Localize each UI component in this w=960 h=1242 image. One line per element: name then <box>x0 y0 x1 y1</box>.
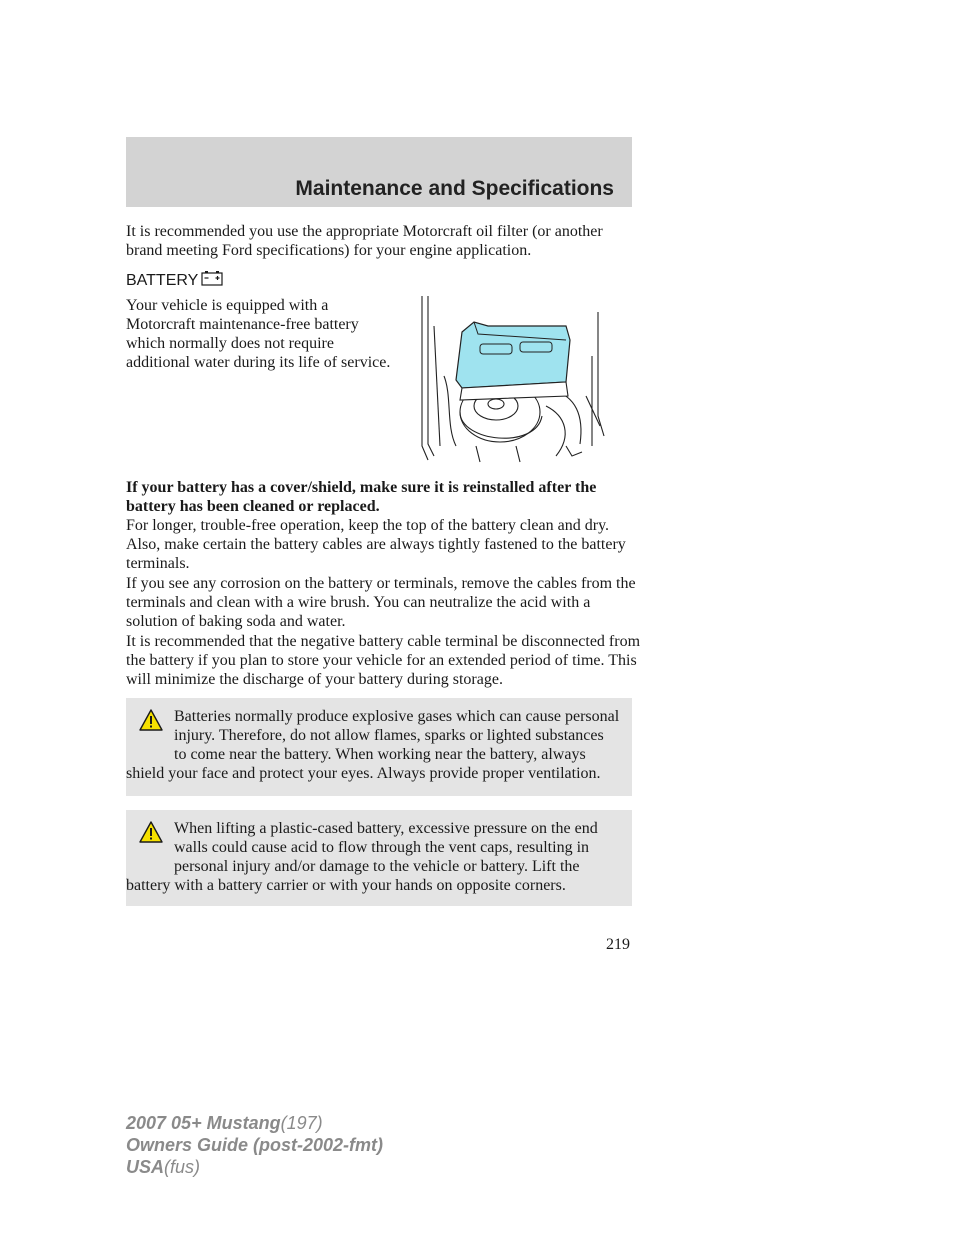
section-header <box>126 137 632 207</box>
footer-line-guide: Owners Guide (post-2002-fmt) <box>126 1135 384 1155</box>
warning-text: Batteries normally produce explosive gases which can cause personal injury. Therefore, do not allow flames, sparks or lighted substances to come near the battery. When working near the battery, always shield your face and protect your eyes. Always provide proper ventilation. <box>126 708 620 782</box>
document-footer <box>126 1112 383 1178</box>
battery-description: Your vehicle is equipped with a Motorcraft maintenance-free battery which normally does not require additional water during its life of service. <box>126 297 391 371</box>
storage-paragraph: It is recommended that the negative battery cable terminal be disconnected from the battery if you plan to store your vehicle for an extended period of time. This will minimize the discharge of your battery during storage. <box>126 633 641 688</box>
battery-heading-text: BATTERY <box>126 271 199 289</box>
corrosion-paragraph: If you see any corrosion on the battery or terminals, remove the cables from the terminals and clean with a wire brush. You can neutralize the acid with a solution of baking soda and water. <box>126 575 636 630</box>
warning-box-lifting-battery <box>126 810 632 906</box>
page-number: 219 <box>606 936 630 953</box>
warning-triangle-icon <box>128 819 174 859</box>
section-title: Maintenance and Specifications <box>295 177 614 200</box>
footer-line-model: 2007 05+ Mustang(197) <box>126 1113 323 1133</box>
cover-shield-notice: If your battery has a cover/shield, make sure it is reinstalled after the battery has been cleaned or replaced. <box>126 479 597 515</box>
battery-engine-illustration <box>416 296 606 468</box>
battery-care-paragraph: For longer, trouble-free operation, keep the top of the battery clean and dry. Also, make certain the battery cables are always tightly fastened to the battery terminals. <box>126 517 626 572</box>
warning-triangle-icon <box>128 707 174 747</box>
intro-paragraph: It is recommended you use the appropriate Motorcraft oil filter (or another brand meeting Ford specifications) for your engine application. <box>126 223 603 259</box>
battery-heading <box>126 270 223 291</box>
warning-box-explosive-gases <box>126 698 632 796</box>
footer-line-market: USA(fus) <box>126 1157 201 1177</box>
battery-icon <box>201 270 223 291</box>
warning-text: When lifting a plastic-cased battery, excessive pressure on the end walls could cause acid to flow through the vent caps, resulting in personal injury and/or damage to the vehicle or battery. Lift the battery with a battery carrier or with your hands on opposite corners. <box>126 820 598 894</box>
